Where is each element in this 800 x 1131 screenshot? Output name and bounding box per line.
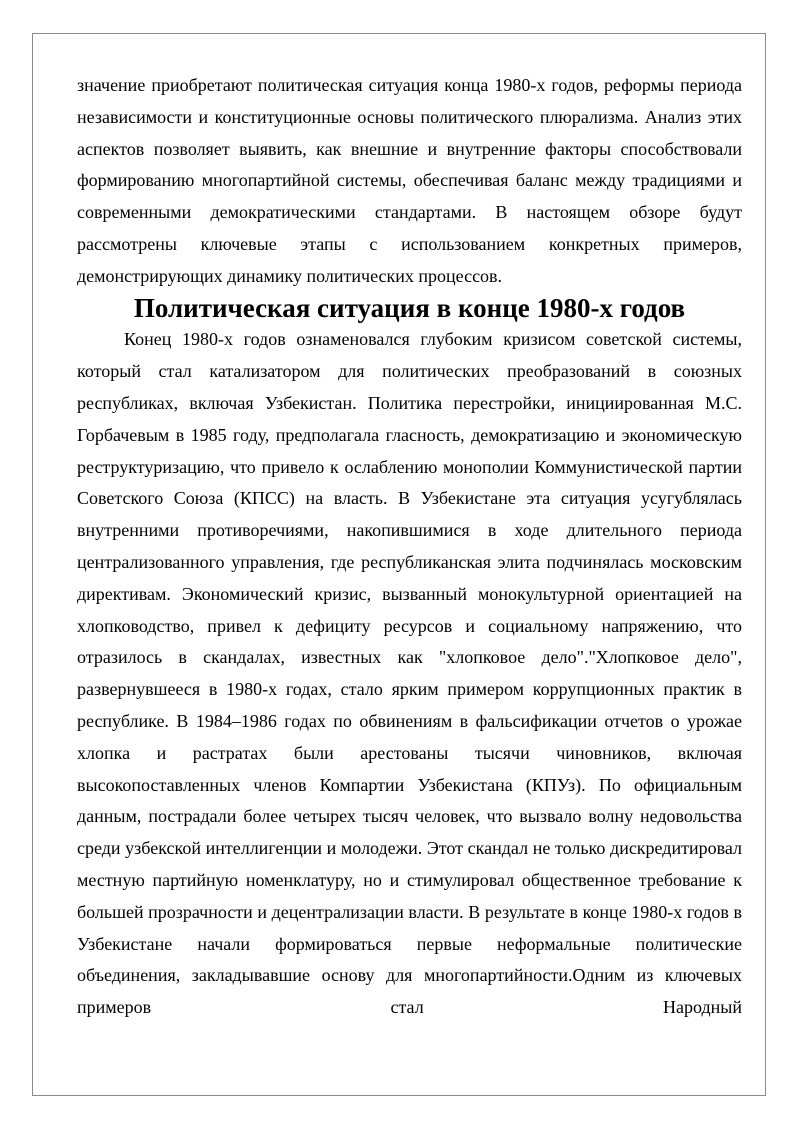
document-body: [77, 70, 742, 1024]
section-heading: Политическая ситуация в конце 1980-х годов: [133, 292, 686, 323]
body-paragraph: Конец 1980-х годов ознаменовался глубоким кризисом советской системы, который стал катализатором для политических преобразований в союзных республиках, включая Узбекистан. Политика перестройки, инициированная М.С. Горбачевым в 1985 году, предполагала гласность, демократизацию и экономическую реструктуризацию, что привело к ослаблению монополии Коммунистической партии Советского Союза (КПСС) на власть. В Узбекистане эта ситуация усугублялась внутренними противоречиями, накопившимися в ходе длительного периода централизованного управления, где республиканская элита подчинялась московским директивам. Экономический кризис, вызванный монокультурной ориентацией на хлопководство, привел к дефициту ресурсов и социальному напряжению, что отразилось в скандалах, известных как "хлопковое дело"."Хлопковое дело", развернувшееся в 1980-х годах, стало ярким примером коррупционных практик в республике. В 1984–1986 годах по обвинениям в фальсификации отчетов о урожае хлопка и растратах были арестованы тысячи чиновников, включая высокопоставленных членов Компартии Узбекистана (КПУз). По официальным данным, пострадали более четырех тысяч человек, что вызвало волну недовольства среди узбекской интеллигенции и молодежи. Этот скандал не только дискредитировал местную партийную номенклатуру, но и стимулировал общественное требование к большей прозрачности и децентрализации власти. В результате в конце 1980-х годов в Узбекистане начали формироваться первые неформальные политические объединения, закладывавшие основу для многопартийности.Одним из ключевых примеров стал Народный: [77, 329, 742, 1018]
intro-paragraph: значение приобретают политическая ситуация конца 1980-х годов, реформы периода независимости и конституционные основы политического плюрализма. Анализ этих аспектов позволяет выявить, как внешние и внутренние факторы способствовали формированию многопартийной системы, обеспечивая баланс между традициями и современными демократическими стандартами. В настоящем обзоре будут рассмотрены ключевые этапы с использованием конкретных примеров, демонстрирующих динамику политических процессов.: [77, 75, 742, 286]
